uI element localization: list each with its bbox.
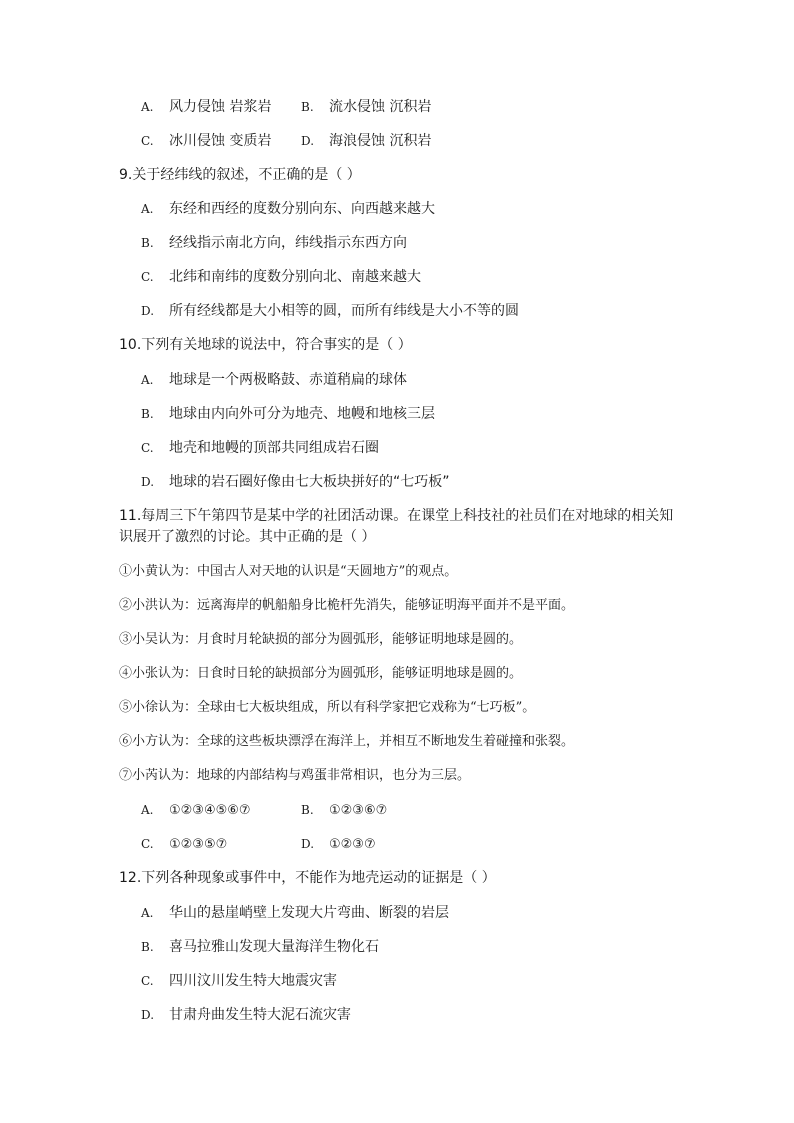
q9-option-d xyxy=(141,301,519,321)
q8-option-d-label: D. xyxy=(301,134,315,148)
q8-option-a-label: A. xyxy=(141,100,154,114)
q11-option-c-text: ①②③⑤⑦ xyxy=(169,837,228,852)
q12-option-a-text: 华山的悬崖峭壁上发现大片弯曲、断裂的岩层 xyxy=(169,905,449,921)
q11-statement-4: ④小张认为：日食时日轮的缺损部分为圆弧形，能够证明地球是圆的。 xyxy=(119,666,523,681)
q11-option-a-label: A. xyxy=(141,803,154,817)
q11-options-row-1 xyxy=(141,800,388,821)
q10-option-d xyxy=(141,472,450,492)
q9-option-c-label: C. xyxy=(141,270,154,284)
q10-option-b-text: 地球由内向外可分为地壳、地幔和地核三层 xyxy=(169,406,435,422)
q9-option-b-text: 经线指示南北方向，纬线指示东西方向 xyxy=(169,235,407,251)
q11-stem: 11.每周三下午第四节是某中学的社团活动课。在课堂上科技社的社员们在对地球的相关知识展开了激烈的讨论。其中正确的是（ ） xyxy=(119,508,674,545)
q9-stem: 9.关于经纬线的叙述，不正确的是（ ） xyxy=(119,167,361,183)
q12-stem: 12.下列各种现象或事件中，不能作为地壳运动的证据是（ ） xyxy=(119,870,496,886)
q12-option-d-label: D. xyxy=(141,1008,155,1022)
q10-stem: 10.下列有关地球的说法中，符合事实的是（ ） xyxy=(119,337,412,353)
q8-option-c-text: 冰川侵蚀 变质岩 xyxy=(169,133,272,149)
q12-option-b-text: 喜马拉雅山发现大量海洋生物化石 xyxy=(169,939,379,955)
q11-statement-2: ②小洪认为：远离海岸的帆船船身比桅杆先消失，能够证明海平面并不是平面。 xyxy=(119,598,575,613)
q8-option-b-text: 流水侵蚀 沉积岩 xyxy=(329,99,432,115)
q8-option-c-label: C. xyxy=(141,134,154,148)
q12-option-a xyxy=(141,903,449,923)
q10-option-b xyxy=(141,404,435,424)
q9-option-c-text: 北纬和南纬的度数分别向北、南越来越大 xyxy=(169,269,421,285)
q10-option-b-label: B. xyxy=(141,407,154,421)
q8-option-b-label: B. xyxy=(301,100,314,114)
q11-option-c-label: C. xyxy=(141,837,154,851)
q12-option-a-label: A. xyxy=(141,906,154,920)
q11-option-b-label: B. xyxy=(301,803,314,817)
q12-option-d-text: 甘肃舟曲发生特大泥石流灾害 xyxy=(169,1007,351,1023)
q12-option-b-label: B. xyxy=(141,940,154,954)
q11-options-row-2 xyxy=(141,834,376,855)
q8-option-d-text: 海浪侵蚀 沉积岩 xyxy=(329,133,432,149)
q12-option-c xyxy=(141,971,337,991)
q10-option-c xyxy=(141,438,379,458)
q8-options-row-2 xyxy=(141,131,432,151)
q11-option-d-text: ①②③⑦ xyxy=(329,837,376,852)
q9-option-b-label: B. xyxy=(141,236,154,250)
q12-option-d xyxy=(141,1005,351,1025)
q8-option-d xyxy=(301,131,431,151)
q12-option-b xyxy=(141,937,379,957)
q9-option-c xyxy=(141,267,421,287)
q9-option-a-text: 东经和西经的度数分别向东、向西越来越大 xyxy=(169,201,435,217)
q11-option-b xyxy=(301,800,387,821)
q12-option-c-label: C. xyxy=(141,974,154,988)
q11-statement-3: ③小吴认为：月食时月轮缺损的部分为圆弧形，能够证明地球是圆的。 xyxy=(119,632,523,647)
q10-option-a-label: A. xyxy=(141,373,154,387)
q10-option-a xyxy=(141,370,407,390)
q11-option-a-text: ①②③④⑤⑥⑦ xyxy=(169,803,251,818)
q11-statement-1: ①小黄认为：中国古人对天地的认识是“天圆地方”的观点。 xyxy=(119,564,458,579)
q9-option-a-label: A. xyxy=(141,202,154,216)
q11-statement-6: ⑥小方认为：全球的这些板块漂浮在海洋上，并相互不断地发生着碰撞和张裂。 xyxy=(119,734,575,749)
q10-option-c-text: 地壳和地幔的顶部共同组成岩石圈 xyxy=(169,440,379,456)
q10-option-d-label: D. xyxy=(141,475,155,489)
q12-option-c-text: 四川汶川发生特大地震灾害 xyxy=(169,973,337,989)
q9-option-d-label: D. xyxy=(141,304,155,318)
q11-option-d xyxy=(301,834,376,855)
q8-option-a-text: 风力侵蚀 岩浆岩 xyxy=(169,99,272,115)
q9-option-d-text: 所有经线都是大小相等的圆，而所有纬线是大小不等的圆 xyxy=(169,303,519,319)
q11-statement-5: ⑤小徐认为：全球由七大板块组成，所以有科学家把它戏称为“七巧板”。 xyxy=(119,700,536,715)
q8-options-row-1 xyxy=(141,97,432,117)
q10-option-a-text: 地球是一个两极略鼓、赤道稍扁的球体 xyxy=(169,372,407,388)
q11-statement-7: ⑦小芮认为：地球的内部结构与鸡蛋非常相识，也分为三层。 xyxy=(119,768,471,783)
q10-option-c-label: C. xyxy=(141,441,154,455)
q9-option-b xyxy=(141,233,407,253)
q11-option-d-label: D. xyxy=(301,837,315,851)
q11-option-b-text: ①②③⑥⑦ xyxy=(329,803,388,818)
q9-option-a xyxy=(141,199,435,219)
q10-option-d-text: 地球的岩石圈好像由七大板块拼好的“七巧板” xyxy=(169,474,450,490)
q8-option-b xyxy=(301,97,431,117)
